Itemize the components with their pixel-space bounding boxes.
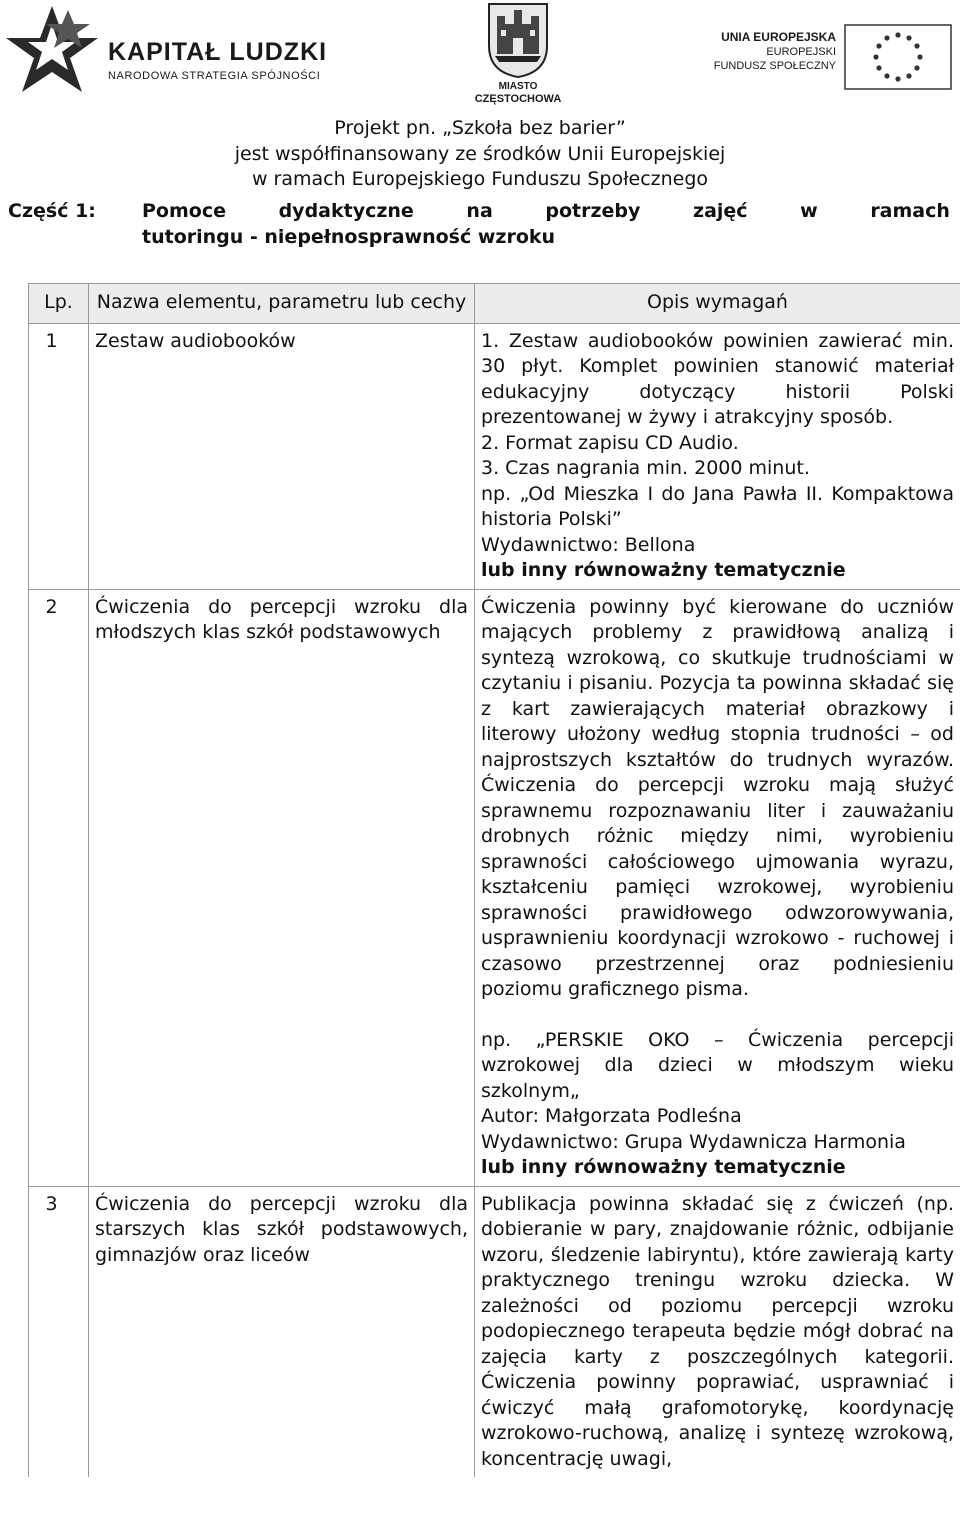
eu-line3: FUNDUSZ SPOŁECZNY [713,60,836,72]
part-word: potrzeby [545,200,641,222]
part-word: Pomoce [142,200,226,222]
czestochowa-logo [466,2,570,108]
table-row [29,1186,960,1477]
kapital-ludzki-name: KAPITAŁ LUDZKI [108,38,328,66]
part-word: na [466,200,493,222]
desc-paragraph: Publikacja powinna składać się z ćwiczeń (np. dobieranie w pary, znajdowanie różnic, odbijanie wzoru, śledzenie labiryntu), które zawierają karty praktycznego treningu wzroku dziecka. W zależności od poziomu percepcji wzroku podopiecznego terapeuta będzie mógł dobrać na zajęcia karty z poszczególnych kategorii. Ćwiczenia powinny poprawiać, usprawniać i ćwiczyć małą grafomotorykę, koordynację wzrokowo-ruchową, analizę i syntezę wzrokową, koncentrację uwagi, [481,1192,954,1470]
table-row [29,323,960,589]
desc-paragraph: Wydawnictwo: Bellona [481,533,696,556]
part-label: Część 1: [8,200,96,222]
eu-logo-text [696,30,836,73]
desc-equivalent-note: lub inny równoważny tematycznie [481,559,846,581]
kapital-ludzki-subtitle: NARODOWA STRATEGIA SPÓJNOŚCI [108,70,321,82]
eu-line2: EUROPEJSKI [766,46,836,58]
desc-paragraph: 3. Czas nagrania min. 2000 minut. [481,457,810,479]
desc-paragraph: np. „PERSKIE OKO – Ćwiczenia percepcji wzrokowej dla dzieci w młodszym wieku szkolnym„ [481,1028,954,1102]
row-name: Ćwiczenia do percepcji wzroku dla starszych klas szkół podstawowych, gimnazjów oraz liceów [89,1186,475,1477]
desc-paragraph: 2. Format zapisu CD Audio. [481,431,739,454]
desc-paragraph: 1. Zestaw audiobooków powinien zawierać min. 30 płyt. Komplet powinien stanowić materiał edukacyjny dotyczący historii Polski prezentowanej w żywy i atrakcyjny sposób. [481,329,954,428]
desc-equivalent-note: lub inny równoważny tematycznie [481,1156,846,1178]
eu-flag-icon [844,24,952,90]
header-lp: Lp. [29,284,89,324]
project-line3: w ramach Europejskiego Funduszu Społecznego [251,168,709,190]
table-row [29,589,960,1186]
part-word: w [800,200,818,222]
row-name: Ćwiczenia do percepcji wzroku dla młodszych klas szkół podstawowych [89,589,475,1186]
row-lp: 3 [29,1186,89,1477]
row-desc [475,1186,960,1477]
desc-paragraph: Ćwiczenia powinny być kierowane do uczniów mających problemy z prawidłową analizą i syntezą wzrokową, co skutkuje trudnościami w czytaniu i pisaniu. Pozycja ta powinna składać się z kart zawierających materiał obrazkowy i literowy ułożony według stopnia trudności – od najprostszych kształtów do trudnych wyrazów. Ćwiczenia do percepcji wzroku mają służyć sprawnemu rozpoznawaniu liter i zauważaniu drobnych różnic między nimi, wyrobieniu sprawności całościowego ujmowania wyrazu, kształceniu pamięci wzrokowej, wyrobieniu sprawności prawidłowego odwzorowywania, usprawnieniu koordynacji wzrokowo - ruchowej i czasowo przestrzennej oraz podniesieniu poziomu graficznego pisma. [481,595,954,1000]
desc-paragraph: Autor: Małgorzata Podleśna [481,1105,742,1127]
table-header-row [29,284,960,324]
part-word: ramach [870,200,950,222]
requirements-table [28,283,960,1477]
desc-gap [481,1003,954,1028]
project-line2: jest współfinansowany ze środków Unii Europejskiej [234,142,726,165]
row-lp: 2 [29,589,89,1186]
row-desc [475,589,960,1186]
project-line1: Projekt pn. „Szkoła bez barier” [334,117,626,139]
part-title-line1 [142,198,950,224]
row-name: Zestaw audiobooków [89,323,475,589]
header-desc: Opis wymagań [475,284,960,324]
header-logos [0,0,960,112]
header-name: Nazwa elementu, parametru lub cechy [89,284,475,324]
part-word: zajęć [693,200,748,222]
kapital-ludzki-logo [4,2,354,102]
city-line1: MIASTO [498,81,538,92]
part-title-line2: tutoringu - niepełnosprawność wzroku [142,226,556,248]
city-crest-icon [487,2,549,78]
row-lp: 1 [29,323,89,589]
project-info [0,116,960,193]
eu-line1: UNIA EUROPEJSKA [721,30,836,44]
city-line2: CZĘSTOCHOWA [474,93,562,105]
part-title [142,198,950,250]
part-word: dydaktyczne [278,200,414,222]
kapital-ludzki-star-icon [4,2,100,98]
eu-logo [696,22,956,92]
desc-paragraph: np. „Od Mieszka I do Jana Pawła II. Kompaktowa historia Polski” [481,482,954,530]
row-desc [475,323,960,589]
desc-paragraph: Wydawnictwo: Grupa Wydawnicza Harmonia [481,1130,906,1153]
